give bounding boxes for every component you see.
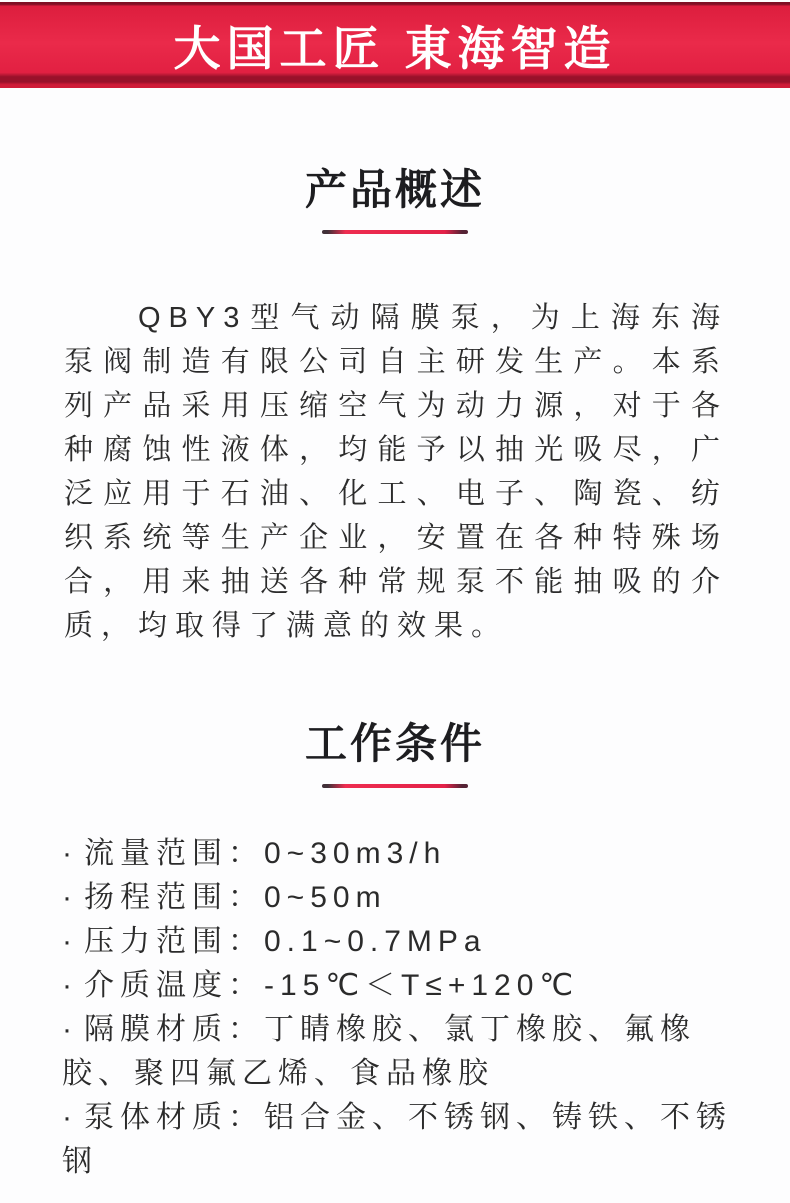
bullet-icon: ·: [62, 1101, 78, 1134]
list-item-text: 泵体材质：铝合金、不锈钢、铸铁、不锈钢: [62, 1101, 732, 1178]
list-item-flow-range: [62, 832, 732, 876]
overview-title-underline: [322, 230, 468, 234]
bullet-icon: ·: [62, 925, 78, 958]
section-title-working-conditions: 工作条件: [304, 720, 485, 767]
list-item-text: 扬程范围：0~50m: [84, 881, 387, 914]
list-item-diaphragm-material: [62, 1008, 732, 1096]
conditions-title-underline: [322, 784, 468, 788]
list-item-text: 隔膜材质：丁睛橡胶、氯丁橡胶、氟橡胶、聚四氟乙烯、食品橡胶: [62, 1013, 696, 1090]
list-item-pressure-range: [62, 920, 732, 964]
list-item-text: 介质温度：-15℃＜T≤+120℃: [84, 969, 580, 1002]
list-item-medium-temperature: [62, 964, 732, 1008]
list-item-pump-body-material: [62, 1096, 732, 1184]
banner-slogan: 大国工匠 東海智造: [173, 21, 617, 75]
section-title-product-overview: 产品概述: [304, 166, 485, 213]
product-overview-paragraph: QBY3型气动隔膜泵，为上海东海泵阀制造有限公司自主研发生产。本系列产品采用压缩空气为动力源，对于各种腐蚀性液体，均能予以抽光吸尽，广泛应用于石油、化工、电子、陶瓷、纺织系统等生产企业，安置在各种特殊场合，用来抽送各种常规泵不能抽吸的介质，均取得了满意的效果。: [64, 302, 728, 642]
working-conditions-list: [62, 832, 732, 1184]
list-item-head-range: [62, 876, 732, 920]
bullet-icon: ·: [62, 837, 78, 870]
bullet-icon: ·: [62, 969, 78, 1002]
bullet-icon: ·: [62, 1013, 78, 1046]
list-item-text: 流量范围：0~30m3/h: [84, 837, 447, 870]
bullet-icon: ·: [62, 881, 78, 914]
list-item-text: 压力范围：0.1~0.7MPa: [84, 925, 487, 958]
top-banner: [0, 2, 790, 88]
